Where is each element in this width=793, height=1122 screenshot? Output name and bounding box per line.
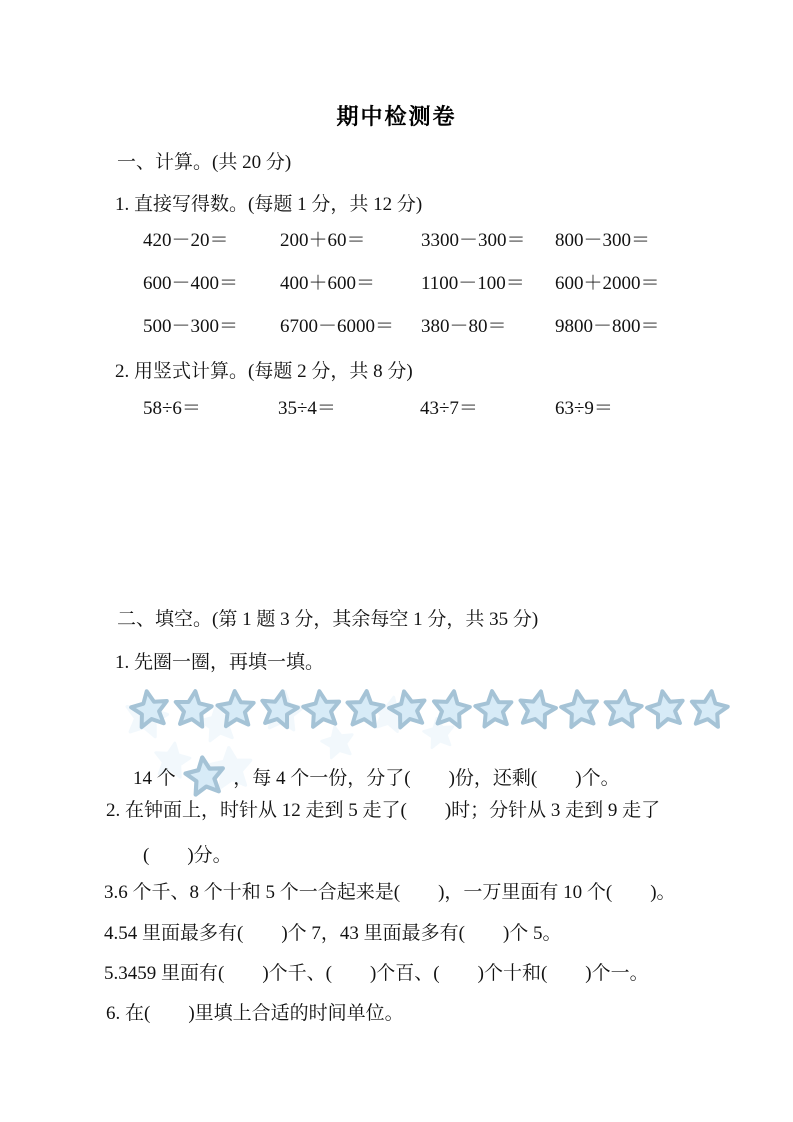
star-icon <box>600 686 643 732</box>
question-4: 4.54 里面最多有( )个 7，43 里面最多有( )个 5。 <box>104 923 562 944</box>
star-icon <box>299 686 342 732</box>
section2-q1-label: 1. 先圈一圈，再填一填。 <box>115 652 325 673</box>
question-5: 5.3459 里面有( )个千、( )个百、( )个十和( )个一。 <box>104 963 649 984</box>
star-icon <box>256 686 299 732</box>
vertical-calculation-grid <box>143 396 743 422</box>
calc-problem: 380－80＝ <box>421 316 507 337</box>
calc-problem: 600－400＝ <box>143 273 239 294</box>
page-title: 期中检测卷 <box>336 105 457 130</box>
calc-problem: 420－20＝ <box>143 230 229 251</box>
calc-problem: 3300－300＝ <box>421 230 526 251</box>
question-2-line2: ( )分。 <box>143 845 232 866</box>
star-icon <box>385 686 428 732</box>
question-2-line1: 2. 在钟面上，时针从 12 走到 5 走了( )时；分针从 3 走到 9 走了 <box>106 800 661 821</box>
calc-problem: 400＋600＝ <box>280 273 376 294</box>
calc-problem: 9800－800＝ <box>555 316 660 337</box>
star-icon <box>428 686 471 732</box>
calc-problem: 6700－6000＝ <box>280 316 395 337</box>
star-row <box>127 686 729 732</box>
section1-heading: 一、计算。(共 20 分) <box>117 152 292 173</box>
star-icon <box>514 686 557 732</box>
star-icon <box>127 686 170 732</box>
question-6: 6. 在( )里填上合适的时间单位。 <box>106 1003 404 1024</box>
division-problem: 43÷7＝ <box>420 398 478 419</box>
calc-problem: 600＋2000＝ <box>555 273 660 294</box>
calc-problem: 200＋60＝ <box>280 230 366 251</box>
calc-problem: 1100－100＝ <box>421 273 525 294</box>
star-icon <box>686 686 729 732</box>
star-icon <box>342 686 385 732</box>
section1-q1-label: 1. 直接写得数。(每题 1 分，共 12 分) <box>115 194 423 215</box>
star-caption-after: ，每 4 个一份，分了( )份，还剩( )个。 <box>233 768 620 789</box>
division-problem: 35÷4＝ <box>278 398 336 419</box>
section2-heading: 二、填空。(第 1 题 3 分，其余每空 1 分，共 35 分) <box>117 609 539 630</box>
star-icon <box>213 686 256 732</box>
section1-q2-label: 2. 用竖式计算。(每题 2 分，共 8 分) <box>115 361 413 382</box>
calc-problem: 800－300＝ <box>555 230 651 251</box>
star-icon <box>643 686 686 732</box>
star-icon <box>170 686 213 732</box>
star-icon <box>471 686 514 732</box>
division-problem: 63÷9＝ <box>555 398 613 419</box>
star-caption-before: 14 个 <box>133 768 176 789</box>
star-icon <box>557 686 600 732</box>
direct-calculation-grid <box>143 228 743 340</box>
calc-problem: 500－300＝ <box>143 316 239 337</box>
star-icon <box>181 752 229 800</box>
division-problem: 58÷6＝ <box>143 398 201 419</box>
question-3: 3.6 个千、8 个十和 5 个一合起来是( )，一万里面有 10 个( )。 <box>104 882 676 903</box>
star-caption <box>133 752 620 800</box>
